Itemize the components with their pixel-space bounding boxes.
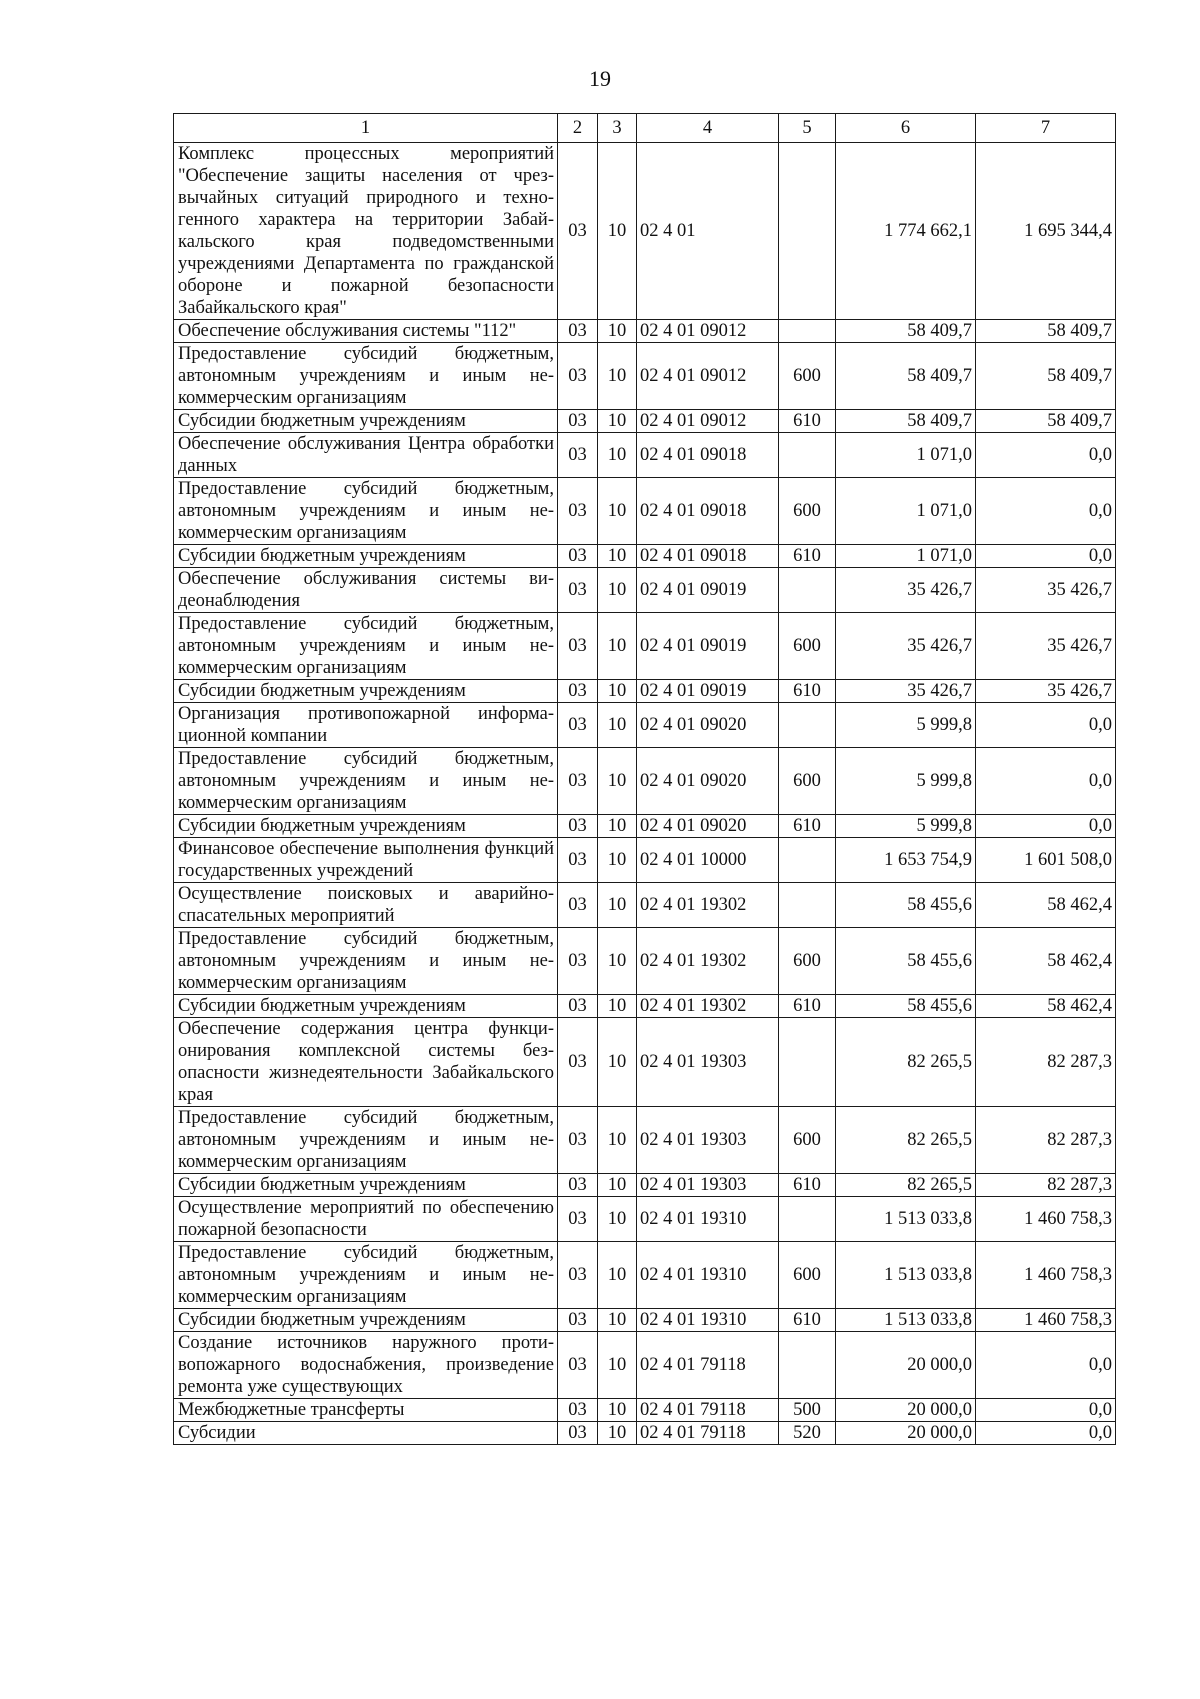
subsection-cell: 10 xyxy=(598,995,637,1018)
row-name-cell: Предоставление субсидий бюджетным, автономным учреждениям и иным некоммерческим организациям xyxy=(174,343,558,410)
row-name-cell: Осуществление мероприятий по обеспечению пожарной безопасности xyxy=(174,1197,558,1242)
amount-col6-cell: 58 455,6 xyxy=(836,995,976,1018)
row-name-cell: Субсидии бюджетным учреждениям xyxy=(174,410,558,433)
amount-col7-cell: 82 287,3 xyxy=(976,1107,1116,1174)
section-cell: 03 xyxy=(558,568,598,613)
subsection-cell: 10 xyxy=(598,883,637,928)
subsection-cell: 10 xyxy=(598,1174,637,1197)
table-row xyxy=(174,433,1116,478)
row-name-cell: Субсидии бюджетным учреждениям xyxy=(174,995,558,1018)
subsection-cell: 10 xyxy=(598,1332,637,1399)
row-name-cell: Обеспечение обслуживания системы "112" xyxy=(174,320,558,343)
table-row xyxy=(174,1174,1116,1197)
row-name-cell: Организация противопожарной информационной компании xyxy=(174,703,558,748)
amount-col6-cell: 1 774 662,1 xyxy=(836,143,976,320)
expense-type-cell xyxy=(779,703,836,748)
subsection-cell: 10 xyxy=(598,1107,637,1174)
subsection-cell: 10 xyxy=(598,838,637,883)
column-header: 4 xyxy=(637,114,779,143)
table-row xyxy=(174,613,1116,680)
expense-type-cell xyxy=(779,568,836,613)
row-name-cell: Осуществление поисковых и аварийно-спасательных мероприятий xyxy=(174,883,558,928)
amount-col7-cell: 35 426,7 xyxy=(976,613,1116,680)
table-row xyxy=(174,748,1116,815)
target-code-cell: 02 4 01 09020 xyxy=(637,815,779,838)
amount-col7-cell: 0,0 xyxy=(976,815,1116,838)
target-code-cell: 02 4 01 19302 xyxy=(637,928,779,995)
amount-col7-cell: 0,0 xyxy=(976,545,1116,568)
row-name-cell: Создание источников наружного противопожарного водоснабжения, произведение ремонта уже существующих xyxy=(174,1332,558,1399)
subsection-cell: 10 xyxy=(598,433,637,478)
table-row xyxy=(174,478,1116,545)
amount-col7-cell: 0,0 xyxy=(976,433,1116,478)
subsection-cell: 10 xyxy=(598,1018,637,1107)
target-code-cell: 02 4 01 09018 xyxy=(637,478,779,545)
table-row xyxy=(174,703,1116,748)
subsection-cell: 10 xyxy=(598,478,637,545)
subsection-cell: 10 xyxy=(598,928,637,995)
expense-type-cell: 610 xyxy=(779,680,836,703)
amount-col6-cell: 1 513 033,8 xyxy=(836,1242,976,1309)
row-name-cell: Субсидии xyxy=(174,1422,558,1445)
column-header: 3 xyxy=(598,114,637,143)
section-cell: 03 xyxy=(558,478,598,545)
subsection-cell: 10 xyxy=(598,320,637,343)
table-row xyxy=(174,815,1116,838)
amount-col6-cell: 35 426,7 xyxy=(836,568,976,613)
table-row xyxy=(174,1399,1116,1422)
amount-col6-cell: 1 513 033,8 xyxy=(836,1197,976,1242)
amount-col6-cell: 58 409,7 xyxy=(836,410,976,433)
table-row xyxy=(174,680,1116,703)
section-cell: 03 xyxy=(558,1174,598,1197)
subsection-cell: 10 xyxy=(598,1242,637,1309)
target-code-cell: 02 4 01 09019 xyxy=(637,613,779,680)
row-name-cell: Обеспечение обслуживания системы видеонаблюдения xyxy=(174,568,558,613)
target-code-cell: 02 4 01 xyxy=(637,143,779,320)
target-code-cell: 02 4 01 09012 xyxy=(637,410,779,433)
row-name-cell: Субсидии бюджетным учреждениям xyxy=(174,815,558,838)
subsection-cell: 10 xyxy=(598,1309,637,1332)
subsection-cell: 10 xyxy=(598,703,637,748)
expense-type-cell xyxy=(779,1018,836,1107)
expense-type-cell: 500 xyxy=(779,1399,836,1422)
row-name-cell: Предоставление субсидий бюджетным, автономным учреждениям и иным некоммерческим организациям xyxy=(174,928,558,995)
expense-type-cell: 600 xyxy=(779,478,836,545)
section-cell: 03 xyxy=(558,343,598,410)
amount-col7-cell: 1 460 758,3 xyxy=(976,1197,1116,1242)
amount-col6-cell: 1 071,0 xyxy=(836,478,976,545)
row-name-cell: Обеспечение содержания центра функционирования комплексной системы безопасности жизнедеятельности Забайкальского края xyxy=(174,1018,558,1107)
subsection-cell: 10 xyxy=(598,613,637,680)
row-name-cell: Предоставление субсидий бюджетным, автономным учреждениям и иным некоммерческим организациям xyxy=(174,1107,558,1174)
row-name-cell: Субсидии бюджетным учреждениям xyxy=(174,545,558,568)
row-name-cell: Предоставление субсидий бюджетным, автономным учреждениям и иным некоммерческим организациям xyxy=(174,478,558,545)
row-name-cell: Обеспечение обслуживания Центра обработки данных xyxy=(174,433,558,478)
expense-type-cell: 600 xyxy=(779,613,836,680)
amount-col6-cell: 35 426,7 xyxy=(836,680,976,703)
target-code-cell: 02 4 01 09012 xyxy=(637,343,779,410)
section-cell: 03 xyxy=(558,748,598,815)
amount-col6-cell: 35 426,7 xyxy=(836,613,976,680)
table-row xyxy=(174,410,1116,433)
expense-type-cell: 610 xyxy=(779,995,836,1018)
expense-type-cell xyxy=(779,838,836,883)
target-code-cell: 02 4 01 09018 xyxy=(637,433,779,478)
target-code-cell: 02 4 01 19302 xyxy=(637,883,779,928)
table-row xyxy=(174,343,1116,410)
section-cell: 03 xyxy=(558,1107,598,1174)
section-cell: 03 xyxy=(558,613,598,680)
section-cell: 03 xyxy=(558,680,598,703)
table-row xyxy=(174,883,1116,928)
amount-col6-cell: 1 653 754,9 xyxy=(836,838,976,883)
header-row xyxy=(174,114,1116,143)
target-code-cell: 02 4 01 09019 xyxy=(637,568,779,613)
amount-col7-cell: 0,0 xyxy=(976,1422,1116,1445)
table-header xyxy=(174,114,1116,143)
expense-type-cell: 610 xyxy=(779,1174,836,1197)
column-header: 1 xyxy=(174,114,558,143)
amount-col7-cell: 58 462,4 xyxy=(976,995,1116,1018)
subsection-cell: 10 xyxy=(598,568,637,613)
table-body xyxy=(174,143,1116,1445)
table-row xyxy=(174,1242,1116,1309)
section-cell: 03 xyxy=(558,1309,598,1332)
section-cell: 03 xyxy=(558,410,598,433)
amount-col7-cell: 1 695 344,4 xyxy=(976,143,1116,320)
amount-col7-cell: 0,0 xyxy=(976,748,1116,815)
expense-type-cell xyxy=(779,1197,836,1242)
table-row xyxy=(174,143,1116,320)
target-code-cell: 02 4 01 09012 xyxy=(637,320,779,343)
amount-col6-cell: 20 000,0 xyxy=(836,1422,976,1445)
expense-type-cell: 610 xyxy=(779,410,836,433)
section-cell: 03 xyxy=(558,928,598,995)
expense-type-cell: 520 xyxy=(779,1422,836,1445)
row-name-cell: Субсидии бюджетным учреждениям xyxy=(174,1309,558,1332)
expense-type-cell: 600 xyxy=(779,343,836,410)
amount-col7-cell: 58 409,7 xyxy=(976,320,1116,343)
target-code-cell: 02 4 01 19303 xyxy=(637,1107,779,1174)
subsection-cell: 10 xyxy=(598,748,637,815)
amount-col6-cell: 58 455,6 xyxy=(836,928,976,995)
section-cell: 03 xyxy=(558,143,598,320)
subsection-cell: 10 xyxy=(598,680,637,703)
amount-col7-cell: 35 426,7 xyxy=(976,568,1116,613)
table-row xyxy=(174,1309,1116,1332)
page-number: 19 xyxy=(589,66,611,91)
target-code-cell: 02 4 01 09019 xyxy=(637,680,779,703)
target-code-cell: 02 4 01 19310 xyxy=(637,1197,779,1242)
row-name-cell: Межбюджетные трансферты xyxy=(174,1399,558,1422)
amount-col7-cell: 1 460 758,3 xyxy=(976,1309,1116,1332)
amount-col6-cell: 5 999,8 xyxy=(836,815,976,838)
expense-type-cell: 600 xyxy=(779,928,836,995)
target-code-cell: 02 4 01 19310 xyxy=(637,1242,779,1309)
section-cell: 03 xyxy=(558,320,598,343)
table-row xyxy=(174,1332,1116,1399)
row-name-cell: Финансовое обеспечение выполнения функций государственных учреждений xyxy=(174,838,558,883)
expense-type-cell: 600 xyxy=(779,1242,836,1309)
target-code-cell: 02 4 01 19302 xyxy=(637,995,779,1018)
target-code-cell: 02 4 01 19303 xyxy=(637,1018,779,1107)
target-code-cell: 02 4 01 10000 xyxy=(637,838,779,883)
table-row xyxy=(174,1422,1116,1445)
amount-col7-cell: 0,0 xyxy=(976,1332,1116,1399)
amount-col6-cell: 5 999,8 xyxy=(836,703,976,748)
section-cell: 03 xyxy=(558,433,598,478)
section-cell: 03 xyxy=(558,995,598,1018)
target-code-cell: 02 4 01 79118 xyxy=(637,1332,779,1399)
table-row xyxy=(174,545,1116,568)
amount-col7-cell: 58 409,7 xyxy=(976,343,1116,410)
section-cell: 03 xyxy=(558,1422,598,1445)
amount-col6-cell: 58 455,6 xyxy=(836,883,976,928)
subsection-cell: 10 xyxy=(598,1422,637,1445)
table-row xyxy=(174,1197,1116,1242)
section-cell: 03 xyxy=(558,703,598,748)
target-code-cell: 02 4 01 09020 xyxy=(637,703,779,748)
expense-type-cell xyxy=(779,143,836,320)
table-row xyxy=(174,928,1116,995)
section-cell: 03 xyxy=(558,1332,598,1399)
column-header: 7 xyxy=(976,114,1116,143)
subsection-cell: 10 xyxy=(598,1197,637,1242)
section-cell: 03 xyxy=(558,545,598,568)
amount-col6-cell: 1 071,0 xyxy=(836,545,976,568)
section-cell: 03 xyxy=(558,1242,598,1309)
amount-col7-cell: 1 601 508,0 xyxy=(976,838,1116,883)
expense-type-cell: 610 xyxy=(779,1309,836,1332)
amount-col6-cell: 1 513 033,8 xyxy=(836,1309,976,1332)
amount-col7-cell: 82 287,3 xyxy=(976,1174,1116,1197)
row-name-cell: Предоставление субсидий бюджетным, автономным учреждениям и иным некоммерческим организациям xyxy=(174,748,558,815)
row-name-cell: Предоставление субсидий бюджетным, автономным учреждениям и иным некоммерческим организациям xyxy=(174,1242,558,1309)
amount-col6-cell: 82 265,5 xyxy=(836,1018,976,1107)
table-row xyxy=(174,320,1116,343)
target-code-cell: 02 4 01 09020 xyxy=(637,748,779,815)
table-row xyxy=(174,995,1116,1018)
column-header: 5 xyxy=(779,114,836,143)
amount-col7-cell: 35 426,7 xyxy=(976,680,1116,703)
amount-col7-cell: 58 462,4 xyxy=(976,883,1116,928)
amount-col6-cell: 5 999,8 xyxy=(836,748,976,815)
table-row xyxy=(174,568,1116,613)
expense-type-cell xyxy=(779,433,836,478)
expense-type-cell: 600 xyxy=(779,748,836,815)
amount-col7-cell: 0,0 xyxy=(976,703,1116,748)
budget-table xyxy=(173,113,1116,1445)
subsection-cell: 10 xyxy=(598,1399,637,1422)
section-cell: 03 xyxy=(558,883,598,928)
section-cell: 03 xyxy=(558,838,598,883)
amount-col6-cell: 82 265,5 xyxy=(836,1174,976,1197)
subsection-cell: 10 xyxy=(598,343,637,410)
table-row xyxy=(174,1018,1116,1107)
expense-type-cell xyxy=(779,883,836,928)
subsection-cell: 10 xyxy=(598,143,637,320)
column-header: 2 xyxy=(558,114,598,143)
row-name-cell: Комплекс процессных мероприятий "Обеспечение защиты населения от чрезвычайных ситуаций природного и техногенного характера на территории Забайкальского края подведомственными учреждениями Департамента по гражданской обороне и пожарной безопасности Забайкальского края" xyxy=(174,143,558,320)
column-header: 6 xyxy=(836,114,976,143)
amount-col7-cell: 58 462,4 xyxy=(976,928,1116,995)
subsection-cell: 10 xyxy=(598,545,637,568)
expense-type-cell: 610 xyxy=(779,815,836,838)
table-row xyxy=(174,1107,1116,1174)
amount-col7-cell: 0,0 xyxy=(976,478,1116,545)
amount-col6-cell: 58 409,7 xyxy=(836,320,976,343)
section-cell: 03 xyxy=(558,1197,598,1242)
target-code-cell: 02 4 01 19303 xyxy=(637,1174,779,1197)
amount-col7-cell: 82 287,3 xyxy=(976,1018,1116,1107)
subsection-cell: 10 xyxy=(598,815,637,838)
target-code-cell: 02 4 01 79118 xyxy=(637,1422,779,1445)
expense-type-cell: 610 xyxy=(779,545,836,568)
amount-col7-cell: 58 409,7 xyxy=(976,410,1116,433)
section-cell: 03 xyxy=(558,815,598,838)
amount-col6-cell: 1 071,0 xyxy=(836,433,976,478)
target-code-cell: 02 4 01 79118 xyxy=(637,1399,779,1422)
row-name-cell: Субсидии бюджетным учреждениям xyxy=(174,680,558,703)
amount-col7-cell: 1 460 758,3 xyxy=(976,1242,1116,1309)
row-name-cell: Субсидии бюджетным учреждениям xyxy=(174,1174,558,1197)
amount-col6-cell: 20 000,0 xyxy=(836,1332,976,1399)
target-code-cell: 02 4 01 19310 xyxy=(637,1309,779,1332)
section-cell: 03 xyxy=(558,1399,598,1422)
target-code-cell: 02 4 01 09018 xyxy=(637,545,779,568)
expense-type-cell: 600 xyxy=(779,1107,836,1174)
row-name-cell: Предоставление субсидий бюджетным, автономным учреждениям и иным некоммерческим организациям xyxy=(174,613,558,680)
expense-type-cell xyxy=(779,320,836,343)
subsection-cell: 10 xyxy=(598,410,637,433)
amount-col6-cell: 82 265,5 xyxy=(836,1107,976,1174)
section-cell: 03 xyxy=(558,1018,598,1107)
table-row xyxy=(174,838,1116,883)
amount-col6-cell: 58 409,7 xyxy=(836,343,976,410)
amount-col7-cell: 0,0 xyxy=(976,1399,1116,1422)
amount-col6-cell: 20 000,0 xyxy=(836,1399,976,1422)
expense-type-cell xyxy=(779,1332,836,1399)
